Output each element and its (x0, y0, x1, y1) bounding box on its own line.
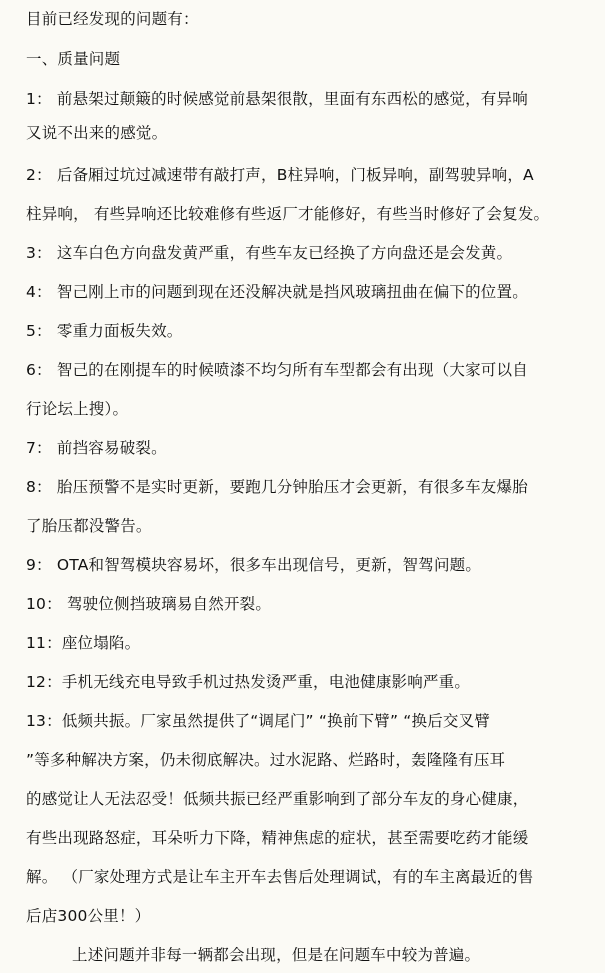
issue-line: 7： 前挡容易破裂。 (26, 439, 167, 457)
issue-line: 1： 前悬架过颠簸的时候感觉前悬架很散，里面有东西松的感觉，有异响 (26, 90, 528, 108)
issue-line: 解。 （厂家处理方式是让车主开车去售后处理调试，有的车主离最近的售 (26, 868, 534, 886)
issue-line: 9： OTA和智驾模块容易坏，很多车出现信号，更新，智驾问题。 (26, 556, 482, 574)
issue-line: 11：座位塌陷。 (26, 634, 141, 652)
issue-line: 12：手机无线充电导致手机过热发烫严重，电池健康影响严重。 (26, 673, 471, 691)
issue-line: 13：低频共振。厂家虽然提供了“调尾门” “换前下臂” “换后交叉臂 (26, 712, 491, 730)
issue-line: 4： 智己刚上市的问题到现在还没解决就是挡风玻璃扭曲在偏下的位置。 (26, 283, 528, 301)
intro-text: 目前已经发现的问题有： (26, 10, 199, 28)
issue-line: 后店300公里！） (26, 907, 151, 925)
issue-line: ”等多种解决方案，仍未彻底解决。过水泥路、烂路时，轰隆隆有压耳 (26, 751, 506, 769)
section-title: 一、质量问题 (26, 50, 121, 68)
issue-line: 8： 胎压预警不是实时更新，要跑几分钟胎压才会更新，有很多车友爆胎 (26, 478, 528, 496)
footer-note: 上述问题并非每一辆都会出现，但是在问题车中较为普遍。 (72, 946, 481, 964)
issue-line: 3： 这车白色方向盘发黄严重，有些车友已经换了方向盘还是会发黄。 (26, 244, 513, 262)
issue-line: 又说不出来的感觉。 (26, 124, 168, 142)
issue-line: 柱异响， 有些异响还比较难修有些返厂才能修好，有些当时修好了会复发。 (26, 205, 550, 223)
issue-line: 10： 驾驶位侧挡玻璃易自然开裂。 (26, 595, 272, 613)
issue-line: 行论坛上搜）。 (26, 400, 129, 418)
issue-line: 有些出现路怒症，耳朵听力下降，精神焦虑的症状，甚至需要吃药才能缓 (26, 829, 529, 847)
issue-line: 的感觉让人无法忍受！低频共振已经严重影响到了部分车友的身心健康， (26, 790, 529, 808)
issue-line: 5： 零重力面板失效。 (26, 322, 183, 340)
issue-line: 了胎压都没警告。 (26, 517, 152, 535)
issue-line: 2： 后备厢过坑过减速带有敲打声，B柱异响，门板异响，副驾驶异响，A (26, 166, 534, 184)
issue-line: 6： 智己的在刚提车的时候喷漆不均匀所有车型都会有出现（大家可以自 (26, 361, 528, 379)
